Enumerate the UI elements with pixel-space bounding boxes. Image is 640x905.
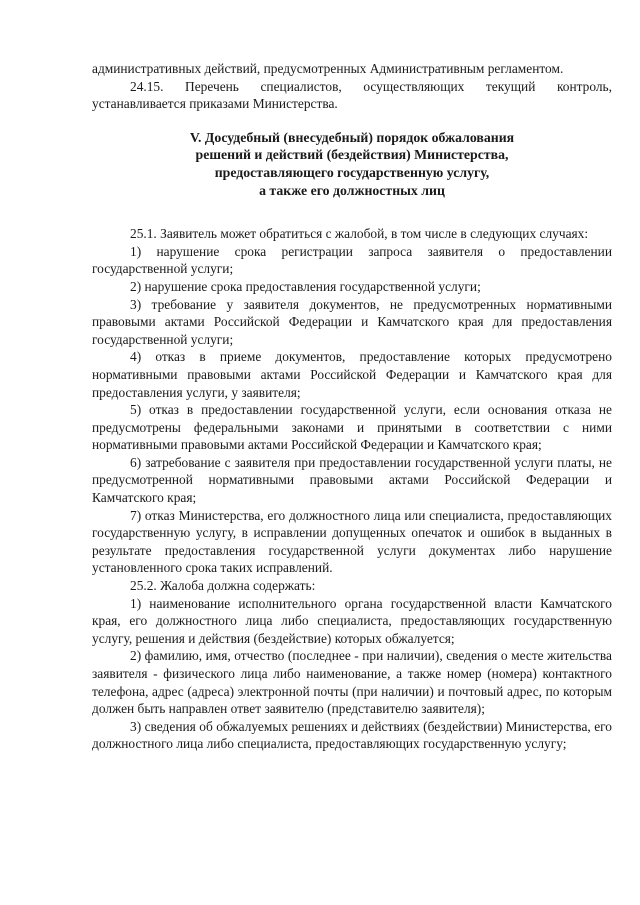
section-heading-line-1: V. Досудебный (внесудебный) порядок обжалования	[189, 129, 515, 145]
list-item-25-2-2: 2) фамилию, имя, отчество (последнее - при наличии), сведения о месте жительства заявителя - физического лица либо наименование, а также номер (номера) контактного телефона, адрес (адреса) электронной почты (при наличии) и почтовый адрес, по которым должен быть направлен ответ заявителю (представителю заявителя);	[92, 648, 612, 717]
paragraph-25-1: 25.1. Заявитель может обратиться с жалобой, в том числе в следующих случаях:	[130, 226, 589, 242]
paragraph-continuation: административных действий, предусмотренных Административным регламентом.	[92, 61, 564, 76]
section-heading-line-3: предоставляющего государственную услугу,	[214, 164, 490, 180]
list-item-25-1-1: 1) нарушение срока регистрации запроса заявителя о предоставлении государственной услуги;	[92, 243, 612, 277]
paragraph-24-15: 24.15. Перечень специалистов, осуществляющих текущий контроль, устанавливается приказами Министерства.	[92, 78, 612, 112]
list-item-25-2-3: 3) сведения об обжалуемых решениях и действиях (бездействии) Министерства, его должностного лица либо специалиста, предоставляющих государственную услугу;	[92, 718, 612, 752]
paragraph-25-2: 25.2. Жалоба должна содержать:	[130, 578, 316, 594]
list-item-25-1-3: 3) требование у заявителя документов, не предусмотренных нормативными правовыми актами Российской Федерации и Камчатского края для предоставления государственной услуги;	[92, 296, 612, 347]
list-item-25-2-1: 1) наименование исполнительного органа государственной власти Камчатского края, его должностного лица либо специалиста, предоставляющих государственную услугу, решения и действия (бездействие) которых обжалуется;	[92, 595, 612, 646]
list-item-25-1-7: 7) отказ Министерства, его должностного лица или специалиста, предоставляющих государственную услугу, в исправлении допущенных опечаток и ошибок в выданных в результате предоставления государственной услуги документах либо нарушение установленного срока таких исправлений.	[92, 507, 612, 576]
list-item-25-1-4: 4) отказ в приеме документов, предоставление которых предусмотрено нормативными правовыми актами Российской Федерации и Камчатского края для предоставления услуги, у заявителя;	[92, 349, 612, 400]
list-item-25-1-2: 2) нарушение срока предоставления государственной услуги;	[130, 278, 481, 294]
document-page	[92, 60, 612, 753]
section-heading-line-4: а также его должностных лиц	[259, 182, 445, 198]
list-item-25-1-5: 5) отказ в предоставлении государственной услуги, если основания отказа не предусмотрены федеральными законами и принятыми в соответствии с ними нормативными правовыми актами Российской Федерации и Камчатского края;	[92, 402, 612, 453]
list-item-25-1-6: 6) затребование с заявителя при предоставлении государственной услуги платы, не предусмотренной нормативными правовыми актами Российской Федерации и Камчатского края;	[92, 454, 612, 506]
section-heading-line-2: решений и действий (бездействия) Министерства,	[195, 147, 509, 163]
section-heading	[92, 129, 612, 199]
